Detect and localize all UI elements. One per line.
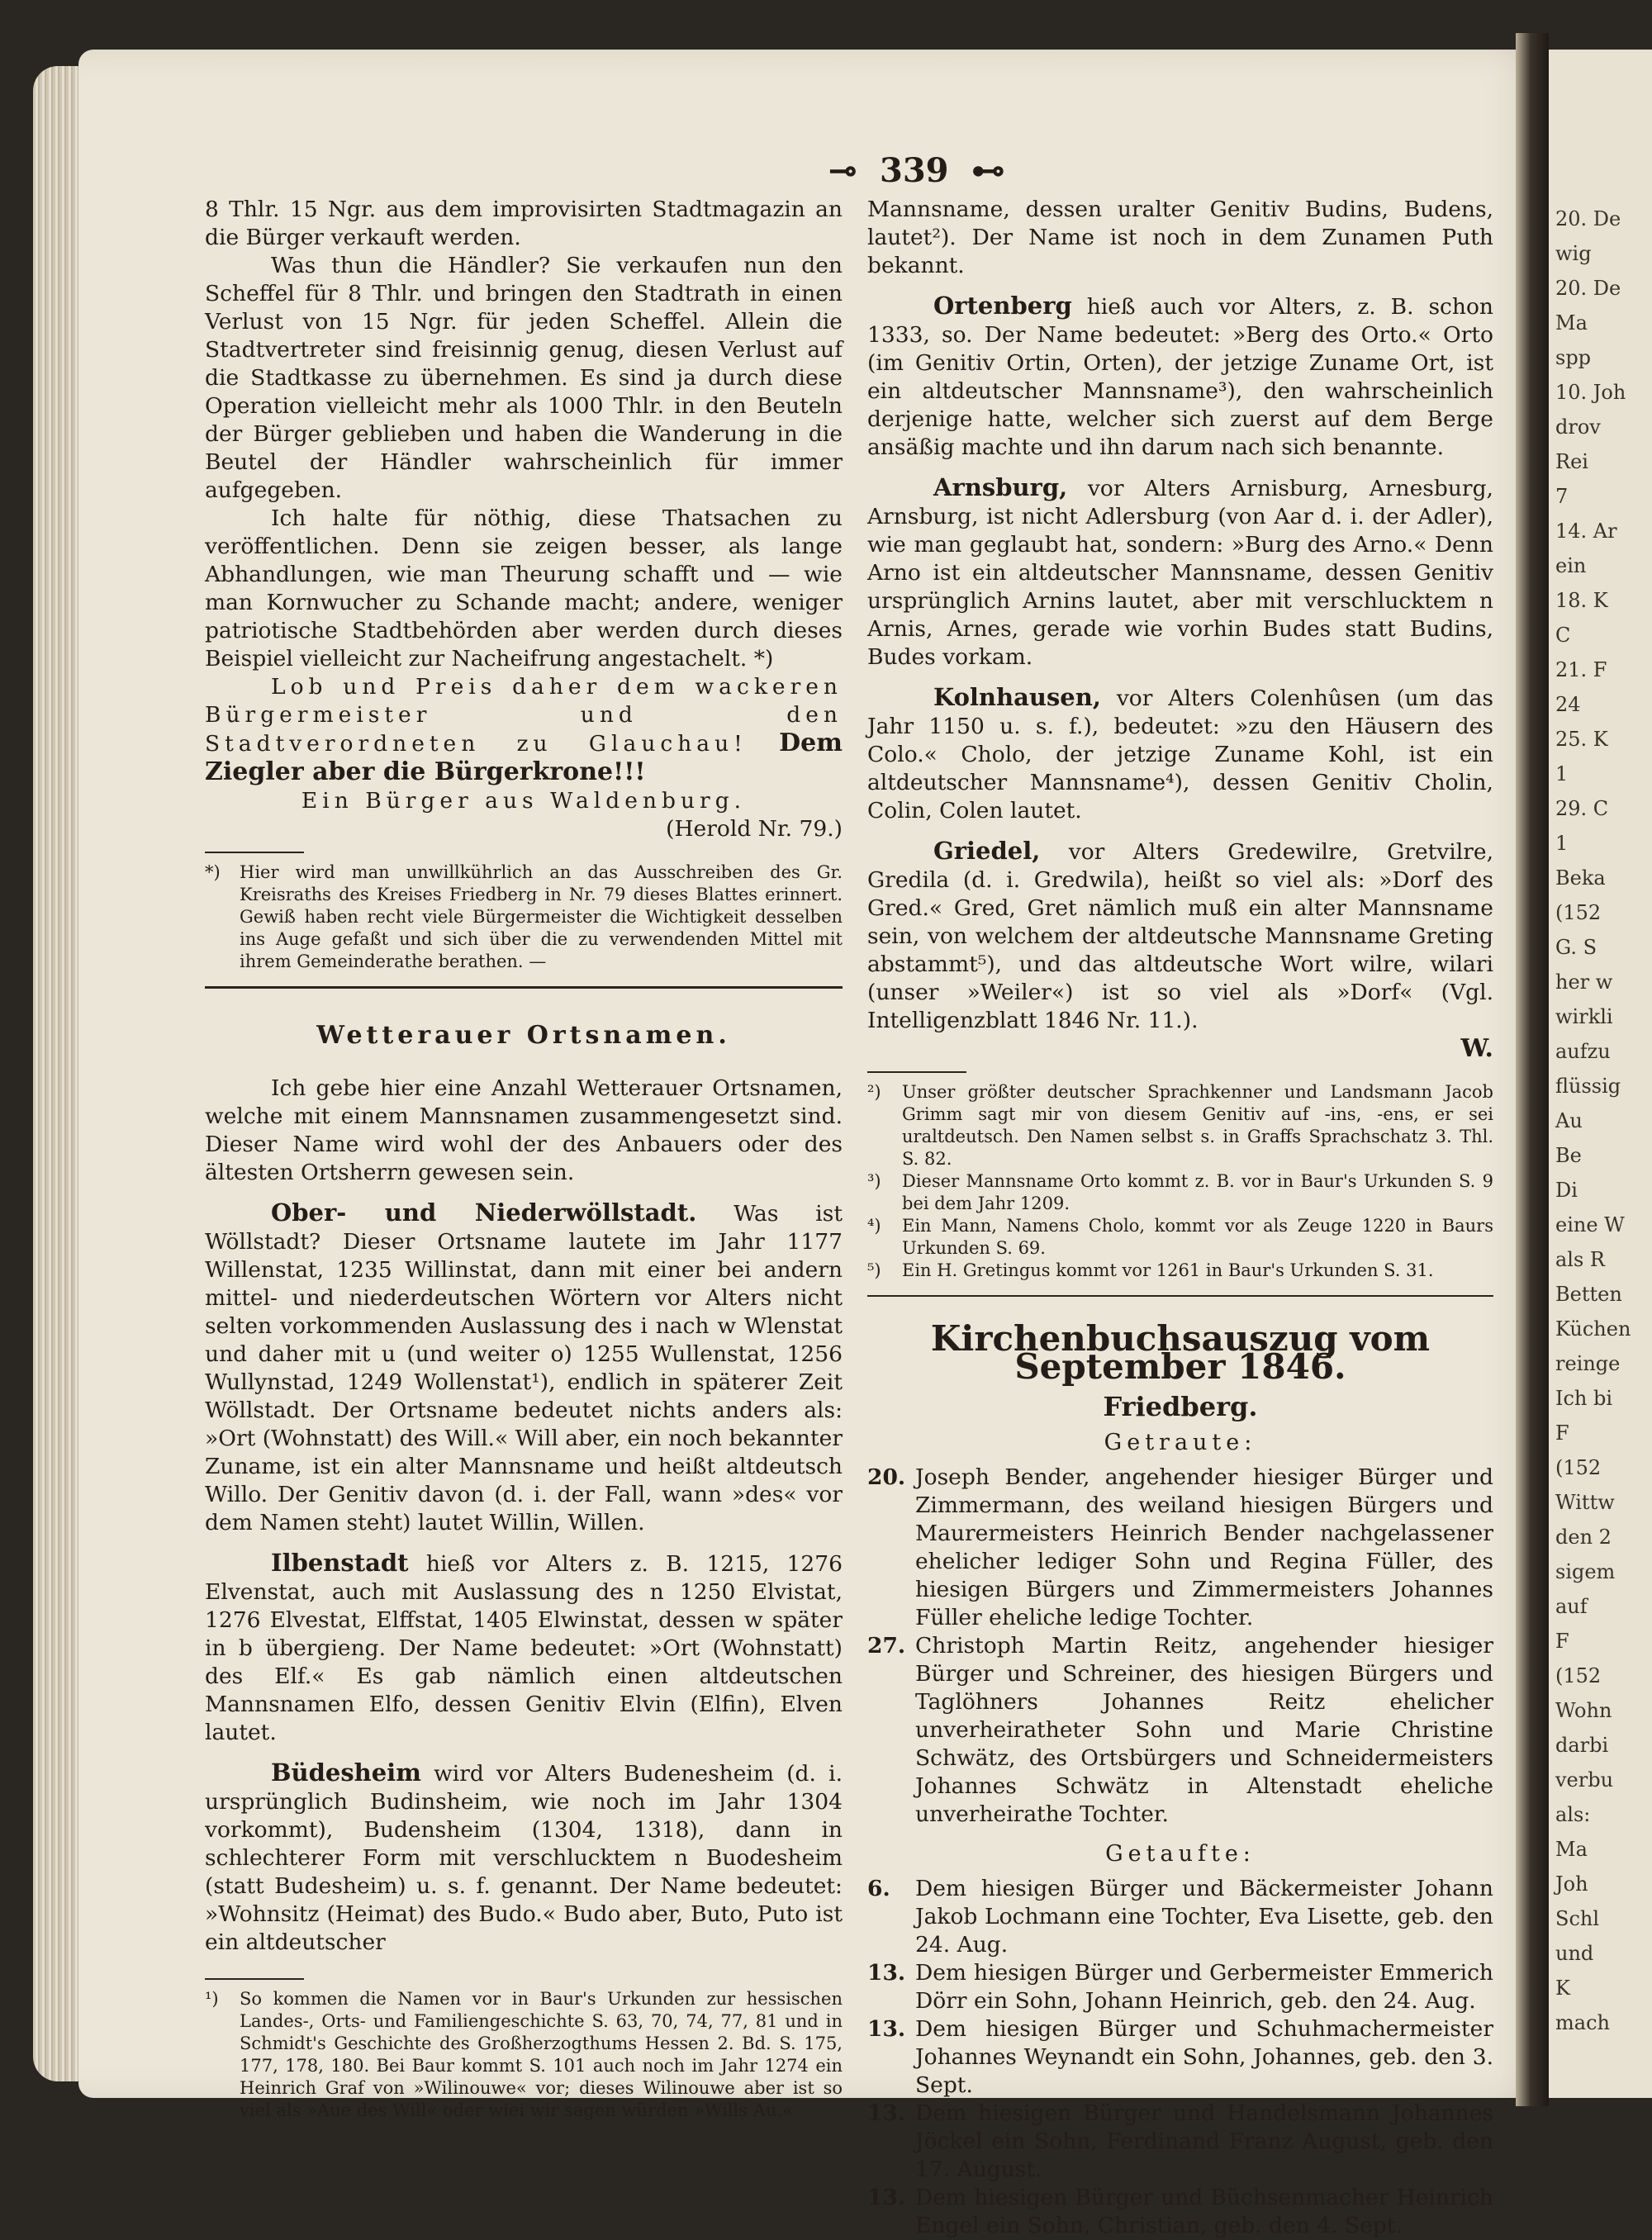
ornament-right: ⊷ (971, 151, 1005, 190)
facing-page-text: wig (1555, 242, 1592, 265)
footnote-text: Unser größter deutscher Sprachkenner und Landsmann Jacob Grimm sagt mir von diesem Genitiv auf -ins, -ens, er sei uraltdeutsch. Den Namen selbst s. in Graffs Sprachschatz 3. Thl. S. 82. (902, 1082, 1493, 1169)
entry-text: Dem hiesigen Bürger und Büchsenmacher Heinrich Engel ein Sohn, Christian, geb. den 4. Sept. (915, 2185, 1493, 2238)
facing-page-text: und (1555, 1942, 1594, 1965)
facing-page-text: 29. C (1555, 797, 1609, 820)
facing-page-text: (152 (1555, 1456, 1602, 1479)
baptism-entry (867, 2015, 1493, 2100)
place-text: wird vor Alters Budenesheim (d. i. ursprünglich Budinsheim, wie noch im Jahr 1304 vorkommt), Budensheim (1304, 1318), dann in schlechterer Form mit verschlucktem n Buodesheim (statt Budesheim) u. s. f. genannt. Der Name bedeutet: »Wohnsitz (Heimat) des Budo.« Budo aber, Buto, Puto ist ein altdeutscher (205, 1761, 843, 1955)
paragraph: Ich halte für nöthig, diese Thatsachen zu veröffentlichen. Denn sie zeigen besser, als lange Abhandlungen, wie man Theurung schafft und — wie man Kornwucher zu Schande macht; andere, weniger patriotische Stadtbehörden aber werden durch dieses Beispiel vielleicht zur Nacheifrung angestachelt. *) (205, 505, 843, 672)
facing-page-text: flüssig (1555, 1075, 1621, 1098)
entry-day: 13. (867, 2100, 906, 2126)
page-number: 339 (880, 151, 949, 190)
place-entry (205, 1758, 843, 1957)
facing-page-text: 1 (1555, 762, 1569, 785)
footnote-divider (205, 1978, 304, 1980)
entry-day: 20. (867, 1464, 906, 1490)
entry-text: Dem hiesigen Bürger und Gerbermeister Emmerich Dörr ein Sohn, Johann Heinrich, geb. den 24. Aug. (915, 1960, 1493, 2014)
entry-text: Christoph Martin Reitz, angehender hiesiger Bürger und Schreiner, des hiesigen Bürgers und Taglöhners Johannes Reitz ehelicher unverheiratheter Sohn und Marie Christine Schwätz, des Ortsbürgers und Schneidermeisters Johannes Schwätz in Altenstadt eheliche unverheirathe Tochter. (915, 1633, 1493, 1827)
section-divider (867, 1295, 1493, 1297)
paragraph: Ich gebe hier eine Anzahl Wetterauer Ortsnamen, welche mit einem Mannsnamen zusammengesetzt sind. Dieser Name wird wohl der des Anbauers oder des ältesten Ortsherrn gewesen sein. (205, 1075, 843, 1185)
facing-page-text: ein (1555, 554, 1587, 577)
facing-page-text: spp (1555, 346, 1592, 369)
footnote-text: Ein H. Gretingus kommt vor 1261 in Baur's Urkunden S. 31. (902, 1260, 1434, 1280)
facing-page-text: Ma (1555, 311, 1588, 335)
facing-page-text: 14. Ar (1555, 520, 1617, 543)
right-column (867, 196, 1493, 2240)
book-gutter (1516, 33, 1549, 2106)
facing-page-text: verbu (1555, 1768, 1614, 1792)
facing-page-text: drov (1555, 415, 1601, 439)
entry-text: Dem hiesigen Bürger und Bäckermeister Johann Jakob Lochmann eine Tochter, Eva Lisette, geb. den 24. Aug. (915, 1876, 1493, 1958)
footnote-text: So kommen die Namen vor in Baur's Urkunden zur hessischen Landes-, Orts- und Familiengeschichte S. 63, 70, 74, 77, 81 und in Schmidt's Geschichte des Großherzogthums Hessen 2. Bd. S. 175, 177, 178, 180. Bei Baur kommt S. 101 auch noch im Jahr 1274 ein Heinrich Graf von »Wilinouwe« vor; dieses Wilinouwe aber ist so viel als »Aue des Will« oder wiei wir sagen würden »Wills Au.« (240, 1989, 843, 2120)
footnote (867, 1215, 1493, 1260)
author-line: Ein Bürger aus Waldenburg. (301, 788, 747, 814)
entry-day: 13. (867, 2185, 906, 2210)
marriage-entry (867, 1464, 1493, 1632)
facing-page-text: K (1555, 1977, 1570, 2000)
facing-page-fragment (1549, 50, 1652, 2098)
footnote-divider (867, 1071, 966, 1073)
facing-page-text: als: (1555, 1803, 1591, 1826)
place-text: Was ist Wöllstadt? Dieser Ortsname lautete im Jahr 1177 Willenstat, 1235 Willinstat, dann mit einer bei andern mittel- und niederdeutschen Wörtern vor Alters nicht selten vorkommenden Auslassung des i nach w Wlenstat und daher mit u (und weiter o) 1255 Wullenstat, 1256 Wullynstad, 1249 Wollenstat¹), endlich in späterer Zeit Wöllstadt. Der Ortsname bedeutet nichts anders als: »Ort (Wohnstatt) des Will.« Will aber, ein noch bekannter Zuname, ist ein alter Mannsname und heißt altdeutsch Willo. Der Genitiv davon (d. i. der Fall, wann »des« vor dem Namen steht) lautet Willin, Willen. (205, 1201, 843, 1535)
place-text: hieß auch vor Alters, z. B. schon 1333, so. Der Name bedeutet: »Berg des Orto.« Orto (im Genitiv Ortin, Orten), der jetzige Zuname Ort, ist ein altdeutscher Mannsname³), den wahrscheinlich derjenige hatte, welcher sich zuerst auf dem Berge ansäßig machte und ihn darum nach sich benannte. (867, 294, 1493, 460)
facing-page-text: (152 (1555, 1664, 1602, 1687)
place-entry (205, 1549, 843, 1747)
footnote-text: Dieser Mannsname Orto kommt z. B. vor in Baur's Urkunden S. 9 bei dem Jahr 1209. (902, 1171, 1493, 1213)
praise-exclamation: Dem Ziegler aber die Bürgerkrone!!! (205, 728, 843, 786)
married-list (867, 1464, 1493, 1829)
section-title: Wetterauer Ortsnamen. (316, 1021, 731, 1050)
facing-page-text: Beka (1555, 866, 1606, 890)
footnote-text: Hier wird man unwillkührlich an das Ausschreiben des Gr. Kreisraths des Kreises Friedberg in Nr. 79 dieses Blattes erinnert. Gewiß haben recht viele Bürgermeister die Wichtigkeit desselben ins Auge gefaßt und sich über die zu verwendenden Mittel mit ihrem Gemeinderathe berathen. — (240, 862, 843, 971)
facing-page-text: 25. K (1555, 728, 1608, 751)
facing-page-text: 7 (1555, 485, 1569, 508)
entry-day: 13. (867, 1960, 906, 1986)
facing-page-text: sigem (1555, 1560, 1616, 1583)
place-entry (867, 837, 1493, 1035)
facing-page-text: als R (1555, 1248, 1605, 1271)
facing-page-text: darbi (1555, 1734, 1609, 1757)
facing-page-text: auf (1555, 1595, 1588, 1618)
facing-page-text: her w (1555, 971, 1613, 994)
place-name: Ilbenstadt (271, 1549, 409, 1577)
facing-page-text: F (1555, 1421, 1569, 1445)
entry-day: 13. (867, 2016, 906, 2042)
footnote-text: Ein Mann, Namens Cholo, kommt vor als Zeuge 1220 in Baurs Urkunden S. 69. (902, 1216, 1493, 1258)
baptism-entry (867, 1959, 1493, 2015)
baptism-entry (867, 2184, 1493, 2240)
entry-text: Dem hiesigen Bürger und Handelsmann Johannes Jöckel ein Sohn, Ferdinand Franz August, geb. den 17. August. (915, 2100, 1493, 2182)
footnote-mark: ¹) (205, 1989, 219, 2009)
place-name: Kolnhausen, (933, 683, 1101, 711)
place-name: Ober- und Niederwöllstadt. (271, 1198, 697, 1227)
place-name: Griedel, (933, 837, 1041, 865)
baptized-list (867, 1875, 1493, 2240)
facing-page-text: 1 (1555, 832, 1569, 855)
marriage-entry (867, 1632, 1493, 1829)
facing-page-text: Au (1555, 1109, 1583, 1132)
place-name: Büdesheim (271, 1758, 421, 1787)
paragraph: 8 Thlr. 15 Ngr. aus dem improvisirten Stadtmagazin an die Bürger verkauft werden. (205, 197, 843, 250)
footnote-mark: *) (205, 862, 221, 882)
place-text: hieß vor Alters z. B. 1215, 1276 Elvenstat, auch mit Auslassung des n 1250 Elvistat, 1276 Elvestat, Elffstat, 1405 Elwinstat, dessen w später in b übergieng. Der Name bedeutet: »Ort (Wohnstatt) des Elf.« Es gab nämlich einen altdeutschen Mannsnamen Elfo, dessen Genitiv Elvin (Elfin), Elven lautet. (205, 1551, 843, 1745)
facing-page-text: F (1555, 1630, 1569, 1653)
facing-page-text: mach (1555, 2011, 1610, 2034)
facing-page-text: 20. De (1555, 277, 1621, 300)
place-heading: Friedberg. (1103, 1391, 1258, 1422)
footnote-mark: ⁵) (867, 1260, 881, 1280)
place-text: vor Alters Colenhûsen (um das Jahr 1150 u. s. f.), bedeutet: »zu den Häusern des Colo.« Cholo, der jetzige Zuname Kohl, ist ein altdeutscher Mannsname⁴), dessen Genitiv Cholin, Colin, Colen lautet. (867, 686, 1493, 823)
footnote-mark: ³) (867, 1171, 881, 1191)
facing-page-text: 10. Joh (1555, 381, 1626, 404)
section-divider (205, 986, 843, 989)
place-name: Ortenberg (933, 292, 1072, 320)
place-entry (867, 473, 1493, 672)
facing-page-text: 20. De (1555, 207, 1621, 230)
praise-text: Lob und Preis daher dem wackeren Bürgermeister und den Stadtverordneten zu Glauchau! (205, 674, 843, 757)
footnote (867, 1081, 1493, 1170)
footnote (867, 1260, 1493, 1282)
ornament-left: ⊸ (828, 151, 857, 190)
signature: W. (1460, 1034, 1493, 1063)
place-entry (867, 292, 1493, 462)
facing-page-text: (152 (1555, 901, 1602, 924)
facing-page-text: wirkli (1555, 1005, 1613, 1028)
facing-page-text: Wohn (1555, 1699, 1612, 1722)
facing-page-text: eine W (1555, 1213, 1625, 1236)
facing-page-text: 21. F (1555, 658, 1607, 681)
left-column (205, 196, 843, 2122)
footnote-mark: ²) (867, 1082, 881, 1102)
facing-page-text: Ich bi (1555, 1387, 1613, 1410)
section-title: Kirchenbuchsauszug vom September 1846. (930, 1318, 1431, 1387)
facing-page-text: G. S (1555, 936, 1597, 959)
footnote (205, 861, 843, 973)
paragraph: Was thun die Händler? Sie verkaufen nun den Scheffel für 8 Thlr. und bringen den Stadtrath in einen Verlust von 15 Ngr. für jeden Scheffel. Allein die Stadtvertreter sind freisinnig genug, diesen Verlust auf die Stadtkasse zu übernehmen. Es sind ja durch diese Operation vielleicht mehr als 1000 Thlr. in den Beuteln der Bürger geblieben und haben die Wanderung in die Beutel der Händler wahrscheinlich für immer aufgegeben. (205, 253, 843, 503)
facing-page-text: Küchen (1555, 1317, 1631, 1341)
facing-page-text: 18. K (1555, 589, 1608, 612)
paragraph: Mannsname, dessen uralter Genitiv Budins, Budens, lautet²). Der Name ist noch in dem Zunamen Puth bekannt. (867, 197, 1493, 278)
entry-text: Joseph Bender, angehender hiesiger Bürger und Zimmermann, des weiland hiesigen Bürgers und Maurermeisters Heinrich Bender nachgelassener ehelicher lediger Sohn und Regina Füller, des hiesigen Bürgers und Zimmermeisters Johannes Füller eheliche ledige Tochter. (915, 1464, 1493, 1630)
footnote-mark: ⁴) (867, 1216, 881, 1236)
facing-page-text: Ma (1555, 1838, 1588, 1861)
entry-day: 6. (867, 1876, 890, 1901)
place-text: vor Alters Arnisburg, Arnesburg, Arnsburg, ist nicht Adlersburg (von Aar d. i. der Adler), wie man geglaubt hat, sondern: »Burg des Arno.« Denn Arno ist ein altdeutscher Mannsname, dessen Genitiv ursprünglich Arnins lautet, aber mit verschlucktem n Arnis, Arnes, gerade wie vorhin Budes statt Budins, Budes vorkam. (867, 476, 1493, 670)
entry-day: 27. (867, 1633, 906, 1659)
place-entry (867, 683, 1493, 825)
paragraph (205, 673, 843, 787)
entry-text: Dem hiesigen Bürger und Schuhmachermeister Johannes Weynandt ein Sohn, Johannes, geb. den 3. Sept. (915, 2016, 1493, 2098)
facing-page-text: 24 (1555, 693, 1581, 716)
place-text: vor Alters Gredewilre, Gretvilre, Gredila (d. i. Gredwila), heißt so viel als: »Dorf des Gred.« Gred, Gret nämlich muß ein alter Mannsname sein, von welchem der altdeutsche Mannsname Greting abstammt⁵), und das altdeutsche Wort wilre, wilari (unser »Weiler«) ist so viel als »Dorf« (Vgl. Intelligenzblatt 1846 Nr. 11.). (867, 839, 1493, 1033)
facing-page-text: aufzu (1555, 1040, 1611, 1063)
place-name: Arnsburg, (933, 473, 1068, 501)
facing-page-text: Be (1555, 1144, 1582, 1167)
facing-page-text: Schl (1555, 1907, 1600, 1930)
facing-page-text: Rei (1555, 450, 1588, 473)
facing-page-text: Di (1555, 1179, 1578, 1202)
footnote (205, 1988, 843, 2122)
facing-page-text: Wittw (1555, 1491, 1615, 1514)
baptism-entry (867, 1875, 1493, 1959)
married-heading: Getraute: (1104, 1430, 1257, 1455)
page-header (743, 151, 1090, 190)
baptism-entry (867, 2100, 1493, 2184)
footnote-divider (205, 852, 304, 853)
facing-page-text: Betten (1555, 1283, 1622, 1306)
footnote (867, 1170, 1493, 1215)
facing-page-text: reinge (1555, 1352, 1621, 1375)
source-reference: (Herold Nr. 79.) (666, 816, 843, 842)
facing-page-text: C (1555, 624, 1571, 647)
facing-page-text: den 2 (1555, 1526, 1612, 1549)
facing-page-text: Joh (1555, 1872, 1588, 1896)
place-entry (205, 1198, 843, 1537)
baptized-heading: Getaufte: (1105, 1841, 1256, 1867)
